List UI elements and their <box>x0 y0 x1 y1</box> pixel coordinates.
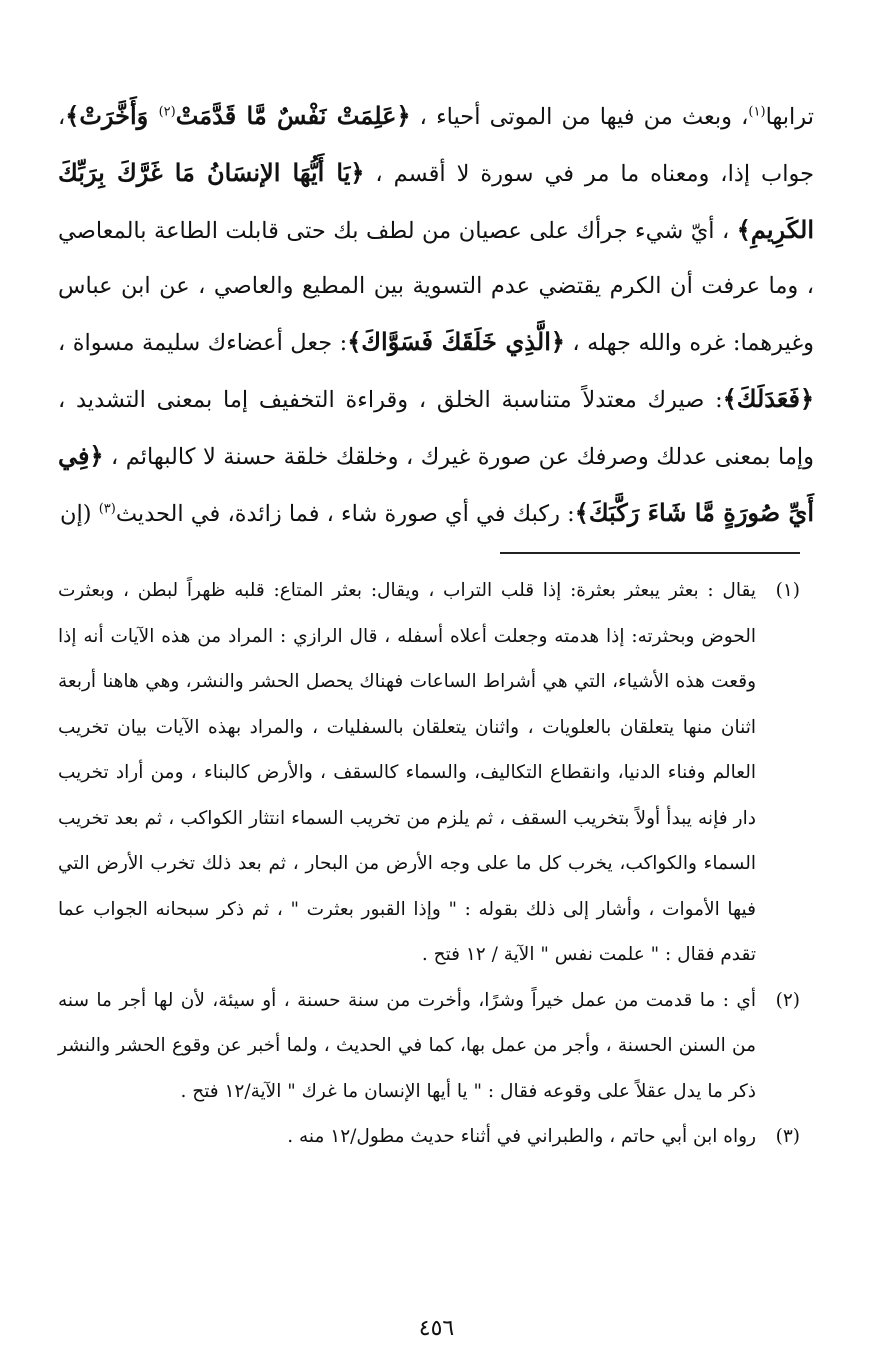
page-number: ٤٥٦ <box>418 1316 455 1341</box>
quran-verse: وَأَخَّرَتْ﴾ <box>65 101 159 130</box>
footnote-text: أي : ما قدمت من عمل خيراً وشرًا، وأخرت من سنة حسنة ، أو سيئة، لأن لها أجر ما سنه من السنن الحسنة ، وأجر من عمل بها، كما في الحديث ، ولما أخبر عن وقوع الحشر والنشر ذكر ما يدل عقلاً على وقوعه فقال : " يا أيها الإنسان ما غرك " الآية/١٢ فتح . <box>58 989 756 1102</box>
quran-verse: ﴿الَّذِي خَلَقَكَ فَسَوَّاكَ﴾ <box>347 327 565 356</box>
footnotes <box>58 568 800 1160</box>
text-segment: ترابها <box>765 104 814 130</box>
footnote-ref-2: (٢) <box>158 104 176 120</box>
footnote-number: (٢) <box>775 989 800 1011</box>
footnote-number: (٣) <box>775 1126 800 1147</box>
text-segment: : صيرك معتدلاً متناسبة الخلق ، وقراءة التخفيف إما بمعنى التشديد ، وإما بمعنى عدلك وصرفك عن صورة غيرك ، وخلقك خلقة حسنة لا كالبهائم ، <box>58 387 814 470</box>
quran-verse: ﴿يَا أَيُّهَا الإنسَانُ مَا غَرَّكَ بِرَبِّكَ الكَرِيمِ﴾ <box>58 158 814 244</box>
footnote-1 <box>58 568 800 978</box>
footnote-text: يقال : بعثر يبعثر بعثرة: إذا قلب التراب ، ويقال: بعثر المتاع: قلبه ظهراً لبطن ، وبعثرت الحوض وبحثرته: إذا هدمته وجعلت أعلاه أسفله ، قال الرازي : المراد من هذه الآيات أنه إذا وقعت هذه الأشياء، التي هي أشراط الساعات فهناك يحصل الحشر والنشر، وهي هاهنا أربعة اثنان منها يتعلقان بالعلويات ، واثنان يتعلقان بالسفليات ، والمراد بهذه الآيات بيان تخريب العالم وفناء الدنيا، وانقطاع التكاليف، والسماء كالسقف ، والأرض كالبناء ، ومن أراد تخريب دار فإنه يبدأ أولاً بتخريب السقف ، ثم يلزم من تخريب السماء انتثار الكواكب ، ثم بعد تخريب السماء والكواكب، يخرب كل ما على وجه الأرض من البحار ، ثم بعد ذلك تخرب الأرض التي فيها الأموات ، وأشار إلى ذلك بقوله : " وإذا القبور بعثرت " ، ثم ذكر سبحانه الجواب عما تقدم فقال : " علمت نفس " الآية / ١٢ فتح . <box>58 580 756 965</box>
text-segment: ، أيّ شيء جرأك على عصيان من لطف بك حتى قابلت الطاعة بالمعاصي ، وما عرفت أن الكرم يقتضي عدم التسوية بين المطيع والعاصي ، عن ابن عباس وغيرهما: غره والله جهله ، <box>58 218 815 356</box>
text-segment: (إن <box>59 501 99 527</box>
text-segment: ، وبعث من فيها من الموتى أحياء ، <box>410 104 749 130</box>
text-segment: : جعل أعضاءك سليمة مسواة ، <box>58 330 348 356</box>
text-segment: : ركبك في أي صورة شاء ، فما زائدة، في الحديث <box>115 501 575 527</box>
footnote-ref-1: (١) <box>748 104 766 120</box>
quran-verse: ﴿فِي أَيِّ صُورَةٍ مَّا شَاءَ رَكَّبَكَ﴾ <box>58 441 814 527</box>
footnote-2 <box>58 978 800 1115</box>
footnote-3 <box>58 1114 800 1160</box>
footnote-ref-3: (٣) <box>98 501 116 517</box>
quran-verse: ﴿عَلِمَتْ نَفْسٌ مَّا قَدَّمَتْ <box>175 101 411 130</box>
quran-verse: ﴿فَعَدَلَكَ﴾ <box>722 384 814 413</box>
text-segment: ، جواب إذا، ومعناه ما مر في سورة لا أقسم ، <box>58 104 815 187</box>
main-text <box>58 88 814 542</box>
footnote-number: (١) <box>775 580 800 601</box>
footnote-text: رواه ابن أبي حاتم ، والطبراني في أثناء حديث مطول/١٢ منه . <box>287 1126 756 1147</box>
footnote-divider <box>500 552 800 554</box>
